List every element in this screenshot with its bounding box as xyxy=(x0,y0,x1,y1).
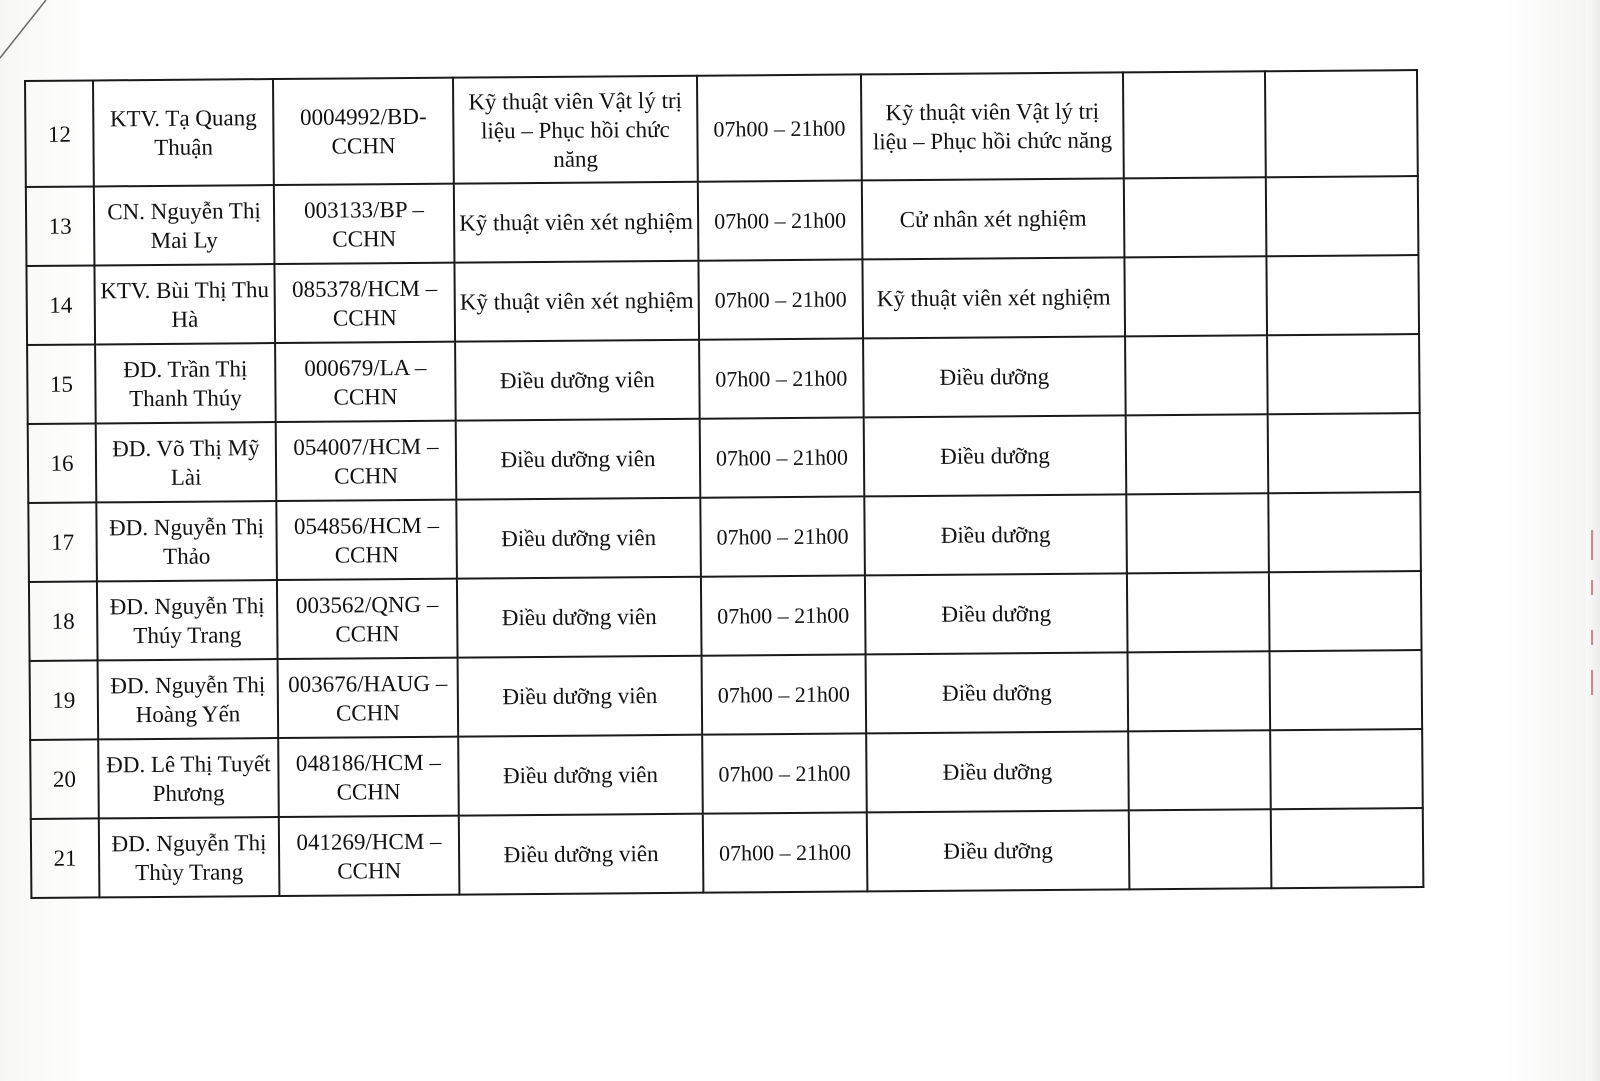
blank-cell xyxy=(1271,808,1424,888)
working-hours-cell: 07h00 – 21h00 xyxy=(703,812,868,892)
blank-cell xyxy=(1128,651,1271,731)
working-hours-cell: 07h00 – 21h00 xyxy=(702,654,867,734)
blank-cell xyxy=(1126,493,1269,573)
position-cell: Điều dưỡng viên xyxy=(458,656,703,737)
certificate-number-cell: 0004992/BD-CCHN xyxy=(273,78,454,185)
staff-table-body xyxy=(25,70,1423,898)
row-number-cell: 21 xyxy=(31,818,100,898)
position-cell: Kỹ thuật viên xét nghiệm xyxy=(454,261,699,342)
staff-name-cell: CN. Nguyễn Thị Mai Ly xyxy=(94,185,275,265)
blank-cell xyxy=(1124,177,1267,257)
certificate-number-cell: 003562/QNG – CCHN xyxy=(277,579,458,659)
practice-scope-cell: Điều dưỡng xyxy=(865,573,1128,654)
row-number-cell: 19 xyxy=(30,660,99,740)
certificate-number-cell: 003133/BP – CCHN xyxy=(274,184,455,264)
blank-cell xyxy=(1128,730,1271,810)
blank-cell xyxy=(1126,414,1269,494)
blank-cell xyxy=(1270,650,1423,730)
certificate-number-cell: 048186/HCM – CCHN xyxy=(278,737,459,817)
blank-cell xyxy=(1125,335,1268,415)
practice-scope-cell: Điều dưỡng xyxy=(866,731,1129,812)
blank-cell xyxy=(1270,729,1423,809)
working-hours-cell: 07h00 – 21h00 xyxy=(702,733,867,813)
practice-scope-cell: Kỹ thuật viên xét nghiệm xyxy=(862,257,1125,338)
blank-cell xyxy=(1267,334,1420,414)
practice-scope-cell: Điều dưỡng xyxy=(867,810,1130,891)
staff-name-cell: ĐD. Nguyễn Thị Hoàng Yến xyxy=(98,659,279,739)
certificate-number-cell: 003676/HAUG – CCHN xyxy=(278,658,459,738)
table-row xyxy=(26,255,1419,345)
certificate-number-cell: 000679/LA – CCHN xyxy=(275,342,456,422)
position-cell: Kỹ thuật viên xét nghiệm xyxy=(454,182,699,263)
position-cell: Điều dưỡng viên xyxy=(455,340,700,421)
position-cell: Điều dưỡng viên xyxy=(456,498,701,579)
practice-scope-cell: Điều dưỡng xyxy=(866,652,1129,733)
position-cell: Điều dưỡng viên xyxy=(458,735,703,816)
staff-name-cell: ĐD. Trần Thị Thanh Thúy xyxy=(95,343,276,423)
blank-cell xyxy=(1268,492,1421,572)
row-number-cell: 13 xyxy=(26,186,95,266)
table-row xyxy=(26,176,1419,266)
practice-scope-cell: Cử nhân xét nghiệm xyxy=(862,178,1125,259)
working-hours-cell: 07h00 – 21h00 xyxy=(700,417,865,497)
certificate-number-cell: 085378/HCM – CCHN xyxy=(274,263,455,343)
table-row xyxy=(28,413,1421,503)
row-number-cell: 15 xyxy=(27,344,96,424)
certificate-number-cell: 054856/HCM – CCHN xyxy=(276,500,457,580)
working-hours-cell: 07h00 – 21h00 xyxy=(701,575,866,655)
practice-scope-cell: Điều dưỡng xyxy=(863,336,1126,417)
position-cell: Điều dưỡng viên xyxy=(459,814,704,895)
row-number-cell: 12 xyxy=(25,80,94,187)
blank-cell xyxy=(1265,70,1418,177)
position-cell: Điều dưỡng viên xyxy=(457,577,702,658)
row-number-cell: 20 xyxy=(30,739,99,819)
practice-scope-cell: Điều dưỡng xyxy=(864,494,1127,575)
table-row xyxy=(27,334,1420,424)
staff-name-cell: KTV. Bùi Thị Thu Hà xyxy=(94,264,275,344)
position-cell: Điều dưỡng viên xyxy=(456,419,701,500)
row-number-cell: 18 xyxy=(29,581,98,661)
staff-name-cell: KTV. Tạ Quang Thuận xyxy=(93,79,274,186)
working-hours-cell: 07h00 – 21h00 xyxy=(698,259,863,339)
blank-cell xyxy=(1268,413,1421,493)
staff-name-cell: ĐD. Nguyễn Thị Thảo xyxy=(96,501,277,581)
blank-cell xyxy=(1266,255,1419,335)
staff-name-cell: ĐD. Võ Thị Mỹ Lài xyxy=(96,422,277,502)
blank-cell xyxy=(1123,71,1266,178)
working-hours-cell: 07h00 – 21h00 xyxy=(698,180,863,260)
staff-name-cell: ĐD. Lê Thị Tuyết Phương xyxy=(98,738,279,818)
working-hours-cell: 07h00 – 21h00 xyxy=(699,338,864,418)
table-row xyxy=(28,492,1421,582)
working-hours-cell: 07h00 – 21h00 xyxy=(700,496,865,576)
staff-name-cell: ĐD. Nguyễn Thị Thúy Trang xyxy=(97,580,278,660)
table-row xyxy=(29,571,1422,661)
table-row xyxy=(31,808,1424,898)
staff-table-wrapper xyxy=(24,69,1424,899)
blank-cell xyxy=(1129,809,1272,889)
position-cell: Kỹ thuật viên Vật lý trị liệu – Phục hồi chức năng xyxy=(453,76,698,184)
working-hours-cell: 07h00 – 21h00 xyxy=(697,74,862,181)
row-number-cell: 16 xyxy=(28,423,97,503)
blank-cell xyxy=(1269,571,1422,651)
certificate-number-cell: 041269/HCM – CCHN xyxy=(279,816,460,896)
staff-table xyxy=(24,69,1424,899)
blank-cell xyxy=(1127,572,1270,652)
staff-name-cell: ĐD. Nguyễn Thị Thùy Trang xyxy=(99,817,280,897)
blank-cell xyxy=(1266,176,1419,256)
row-number-cell: 17 xyxy=(28,502,97,582)
table-row xyxy=(30,729,1423,819)
table-row xyxy=(25,70,1418,187)
stamp-bleed-mark xyxy=(1586,520,1596,720)
table-row xyxy=(30,650,1423,740)
blank-cell xyxy=(1124,256,1267,336)
practice-scope-cell: Điều dưỡng xyxy=(864,415,1127,496)
scan-corner-mark xyxy=(0,0,60,60)
practice-scope-cell: Kỹ thuật viên Vật lý trị liệu – Phục hồi chức năng xyxy=(861,72,1124,180)
certificate-number-cell: 054007/HCM – CCHN xyxy=(276,421,457,501)
row-number-cell: 14 xyxy=(26,265,95,345)
